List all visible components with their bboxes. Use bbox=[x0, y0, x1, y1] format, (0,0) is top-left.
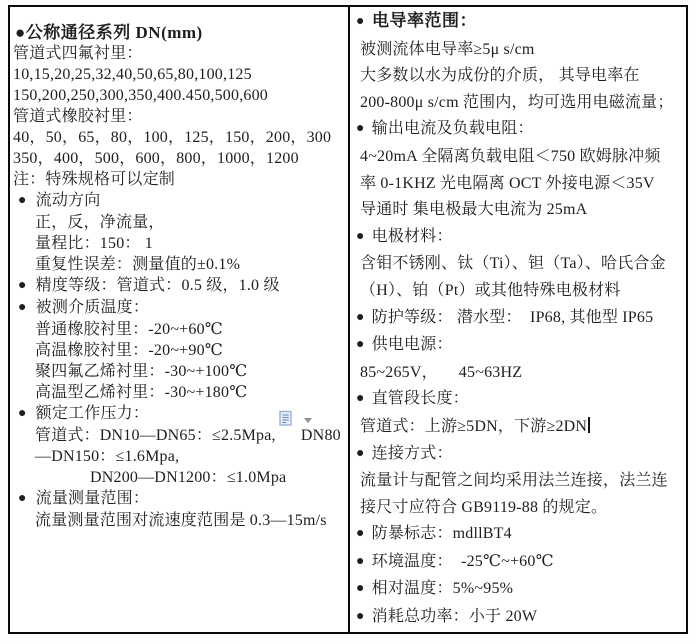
bullet-icon: ● bbox=[356, 337, 365, 353]
bullet-icon: ● bbox=[18, 193, 27, 208]
spec-line bbox=[10, 22, 348, 43]
spec-line bbox=[10, 212, 348, 233]
line-text: 管道式四氟衬里： bbox=[13, 45, 143, 62]
spec-line bbox=[350, 468, 686, 495]
line-text: 350，400，500，600，800，1000，1200 bbox=[13, 150, 299, 167]
line-text: 高温型乙烯衬里：-30~+180℃ bbox=[35, 384, 248, 401]
line-text: DN200—DN1200：≤1.0Mpa bbox=[90, 469, 287, 486]
text-cursor bbox=[588, 417, 590, 433]
line-text: 10,15,20,25,32,40,50,65,80,100,125 bbox=[13, 66, 252, 83]
spec-line bbox=[10, 510, 348, 531]
bullet-icon: ● bbox=[356, 581, 365, 597]
bullet-icon: ● bbox=[356, 526, 365, 542]
paste-options-button[interactable] bbox=[278, 410, 312, 430]
line-text: 4~20mA 全隔离负载电阻＜750 欧姆脉冲频 bbox=[360, 147, 661, 165]
line-text: 150,200,250,300,350,400.450,500,600 bbox=[13, 87, 268, 104]
paste-options-dropdown-arrow-icon bbox=[304, 418, 312, 423]
spec-column-left bbox=[10, 7, 350, 632]
spec-line bbox=[350, 197, 686, 224]
spec-line bbox=[350, 144, 686, 171]
line-text: 导通时 集电极最大电流为 25mA bbox=[360, 201, 588, 219]
bullet-icon: ● bbox=[18, 278, 27, 293]
spec-line bbox=[10, 319, 348, 340]
spec-line bbox=[350, 63, 686, 90]
spec-line bbox=[10, 467, 348, 488]
spec-line bbox=[10, 127, 348, 148]
bullet-icon: ● bbox=[18, 300, 27, 315]
spec-line bbox=[10, 64, 348, 85]
bullet-icon: ● bbox=[356, 228, 365, 244]
bullet-icon: ● bbox=[356, 609, 365, 625]
line-text: 供电电源： bbox=[371, 336, 453, 354]
spec-line bbox=[350, 251, 686, 278]
line-text: 接尺寸应符合 GB9119-88 的规定。 bbox=[360, 498, 608, 516]
spec-line bbox=[350, 37, 686, 64]
spec-line bbox=[10, 190, 348, 212]
spec-line bbox=[350, 360, 686, 387]
line-text: 管道式橡胶衬里： bbox=[13, 108, 143, 125]
line-text: 流动方向 bbox=[35, 192, 101, 209]
line-text: 消耗总功率：小于 20W bbox=[371, 608, 538, 626]
line-text: 相对温度：5%~95% bbox=[371, 580, 514, 598]
spec-column-right bbox=[350, 7, 686, 632]
bullet-icon: ● bbox=[356, 391, 365, 407]
bullet-icon: ● bbox=[18, 406, 27, 421]
bullet-icon: ● bbox=[18, 491, 27, 506]
bullet-icon: ● bbox=[356, 14, 365, 29]
spec-table bbox=[8, 5, 688, 634]
spec-line bbox=[10, 43, 348, 64]
bullet-icon: ● bbox=[356, 445, 365, 461]
spec-line bbox=[350, 521, 686, 549]
spec-line bbox=[350, 8, 686, 37]
spec-line bbox=[350, 495, 686, 522]
spec-line bbox=[10, 233, 348, 254]
spec-line bbox=[10, 106, 348, 127]
spec-line bbox=[10, 85, 348, 106]
spec-line bbox=[350, 604, 686, 632]
spec-line bbox=[10, 446, 348, 467]
spec-line bbox=[350, 332, 686, 360]
line-text: 重复性误差：测量值的±0.1% bbox=[35, 256, 241, 273]
spec-line bbox=[350, 305, 686, 333]
spec-line bbox=[10, 275, 348, 297]
line-text: 200-800μ s/cm 范围内，均可选用电磁流量； bbox=[360, 93, 674, 111]
line-text: 高温橡胶衬里：-20~+90℃ bbox=[35, 342, 223, 359]
bullet-icon: ● bbox=[356, 553, 365, 569]
line-text: —DN150：≤1.6Mpa, bbox=[35, 448, 180, 465]
line-text: 直管段长度： bbox=[371, 390, 469, 408]
line-text: 40，50，65，80，100，125，150，200，300 bbox=[13, 129, 332, 146]
line-text: 85~265V， 45~63HZ bbox=[360, 363, 523, 381]
spec-line bbox=[350, 549, 686, 577]
spec-line bbox=[350, 116, 686, 144]
line-text: 流量测量范围对流速度范围是 0.3—15m/s bbox=[35, 512, 327, 529]
spec-line bbox=[10, 254, 348, 275]
line-text: 普通橡胶衬里：-20~+60℃ bbox=[35, 321, 223, 338]
spec-line bbox=[10, 297, 348, 319]
line-text: 流量计与配管之间均采用法兰连接，法兰连 bbox=[360, 472, 668, 490]
line-text: （H）、铂（Pt）或其他特殊电极材料 bbox=[360, 281, 621, 299]
line-text: 环境温度： -25℃~+60℃ bbox=[371, 552, 554, 570]
line-text: 正，反，净流量， bbox=[35, 214, 165, 231]
spec-line bbox=[350, 386, 686, 414]
line-text: 量程比：150： 1 bbox=[35, 235, 154, 252]
line-text: 防暴标志：mdllBT4 bbox=[371, 525, 512, 543]
line-text: 管道式：DN10—DN65：≤2.5Mpa, DN80 bbox=[35, 427, 341, 444]
line-text: 精度等级：管道式：0.5 级，1.0 级 bbox=[35, 277, 280, 294]
paste-options-icon bbox=[278, 410, 294, 432]
line-text: ●公称通径系列 DN(mm) bbox=[15, 23, 203, 42]
spec-line bbox=[10, 148, 348, 169]
spec-line bbox=[10, 340, 348, 361]
line-text: 注：特殊规格可以定制 bbox=[13, 171, 176, 188]
line-text: 电导率范围： bbox=[371, 11, 477, 30]
spec-line bbox=[350, 278, 686, 305]
line-text: 连接方式： bbox=[371, 444, 453, 462]
bullet-icon: ● bbox=[356, 121, 365, 137]
line-text: 流量测量范围： bbox=[35, 490, 150, 507]
line-text: 被测流体电导率≥5μ s/cm bbox=[360, 40, 535, 58]
spec-line bbox=[10, 169, 348, 190]
spec-line bbox=[10, 382, 348, 403]
line-text: 电极材料： bbox=[371, 227, 453, 245]
line-text: 管道式：上游≥5DN，下游≥2DN bbox=[360, 417, 588, 435]
spec-line bbox=[350, 171, 686, 198]
spec-line bbox=[350, 90, 686, 117]
line-text: 聚四氟乙烯衬里：-30~+100℃ bbox=[35, 363, 248, 380]
spec-line bbox=[350, 441, 686, 469]
bullet-icon: ● bbox=[356, 309, 365, 325]
line-text: 防护等级： 潜水型： IP68, 其他型 IP65 bbox=[371, 308, 654, 326]
line-text: 被测介质温度： bbox=[35, 299, 150, 316]
spec-line bbox=[10, 488, 348, 510]
spec-line bbox=[350, 224, 686, 252]
line-text: 输出电流及负载电阻： bbox=[371, 120, 534, 138]
line-text: 率 0-1KHZ 光电隔离 OCT 外接电源＜35V bbox=[360, 174, 655, 192]
line-text: 额定工作压力： bbox=[35, 405, 150, 422]
line-text: 含钼不锈刚、钛（Ti）、钽（Ta）、哈氏合金 bbox=[360, 255, 666, 273]
spec-line bbox=[10, 361, 348, 382]
spec-line bbox=[350, 414, 686, 441]
spec-line bbox=[350, 576, 686, 604]
line-text: 大多数以水为成份的介质， 其导电率在 bbox=[360, 67, 640, 85]
